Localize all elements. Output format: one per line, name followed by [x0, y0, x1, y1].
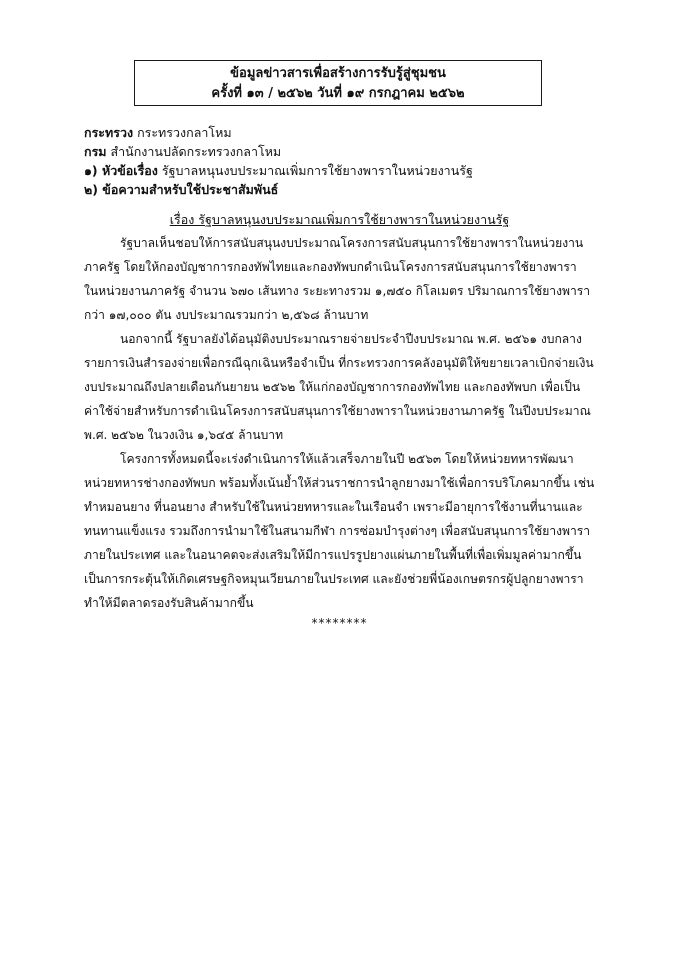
- body-line: พ.ศ. ๒๕๖๒ ในวงเงิน ๑,๖๔๕ ล้านบาท: [84, 428, 284, 442]
- issue-date-line: ครั้งที่ ๑๓ / ๒๕๖๒ วันที่ ๑๙ กรกฎาคม ๒๕๖๒: [211, 86, 465, 101]
- body-line: รัฐบาลเห็นชอบให้การสนับสนุนงบประมาณโครงการสนับสนุนการใช้ยางพาราในหน่วยงาน: [120, 236, 584, 250]
- topic-value: รัฐบาลหนุนงบประมาณเพิ่มการใช้ยางพาราในหน่วยงานรัฐ: [161, 163, 473, 178]
- body-line: งบประมาณถึงปลายเดือนกันยายน ๒๕๖๒ ให้แก่กองบัญชาการกองทัพไทย และกองทัพบก เพื่อเป็น: [84, 380, 581, 394]
- ministry-line: [84, 124, 232, 142]
- body-line: หน่วยทหารช่างกองทัพบก พร้อมทั้งเน้นย้ำให้ส่วนราชการนำลูกยางมาใช้เพื่อการบริโภคมากขึ้น เช่น: [84, 476, 594, 490]
- body-line: ทำให้มีตลาดรองรับสินค้ามากขึ้น: [84, 596, 254, 610]
- body-line: ในหน่วยงานภาครัฐ จำนวน ๖๗๐ เส้นทาง ระยะทางรวม ๑,๗๕๐ กิโลเมตร ปริมาณการใช้ยางพารา: [84, 284, 591, 298]
- pr-heading-line: [84, 181, 278, 199]
- department-line: [84, 143, 281, 161]
- pr-label: ๒) ข้อความสำหรับใช้ประชาสัมพันธ์: [84, 182, 279, 197]
- body-line: ทำหมอนยาง ที่นอนยาง สำหรับใช้ในหน่วยทหารและในเรือนจำ เพราะมีอายุการใช้งานที่นานและ: [84, 500, 583, 514]
- body-line: รายการเงินสำรองจ่ายเพื่อกรณีฉุกเฉินหรือจำเป็น ที่กระทรวงการคลังอนุมัติให้ขยายเวลาเบิกจ่ายเงิน: [84, 356, 594, 370]
- subject-heading: เรื่อง รัฐบาลหนุนงบประมาณเพิ่มการใช้ยางพาราในหน่วยงานรัฐ: [169, 212, 510, 227]
- department-label: กรม: [84, 144, 107, 159]
- ministry-value: กระทรวงกลาโหม: [137, 125, 232, 140]
- document-title: ข้อมูลข่าวสารเพื่อสร้างการรับรู้สู่ชุมชน: [230, 66, 446, 81]
- closing-asterisks: ********: [311, 616, 368, 630]
- body-line: กว่า ๑๗,๐๐๐ ตัน งบประมาณรวมกว่า ๒,๕๖๘ ล้านบาท: [84, 308, 369, 322]
- department-value: สำนักงานปลัดกระทรวงกลาโหม: [110, 144, 282, 159]
- body-line: ภาครัฐ โดยให้กองบัญชาการกองทัพไทยและกองทัพบกดำเนินโครงการสนับสนุนการใช้ยางพารา: [84, 260, 577, 274]
- body-line: นอกจากนี้ รัฐบาลยังได้อนุมัติงบประมาณรายจ่ายประจำปีงบประมาณ พ.ศ. ๒๕๖๑ งบกลาง: [120, 332, 582, 346]
- topic-line: [84, 162, 473, 180]
- body-line: เป็นการกระตุ้นให้เกิดเศรษฐกิจหมุนเวียนภายในประเทศ และยังช่วยพี่น้องเกษตรกรผู้ปลูกยางพารา: [84, 572, 584, 586]
- title-box: [134, 60, 542, 106]
- body-line: ภายในประเทศ และในอนาคตจะส่งเสริมให้มีการแปรรูปยางแผ่นภายในพื้นที่เพื่อเพิ่มมูลค่ามากขึ้น: [84, 548, 582, 562]
- ministry-label: กระทรวง: [84, 125, 134, 140]
- body-line: โครงการทั้งหมดนี้จะเร่งดำเนินการให้แล้วเสร็จภายในปี ๒๕๖๓ โดยให้หน่วยทหารพัฒนา: [120, 452, 574, 466]
- body-line: ค่าใช้จ่ายสำหรับการดำเนินโครงการสนับสนุนการใช้ยางพาราในหน่วยงานภาครัฐ ในปีงบประมาณ: [84, 404, 591, 418]
- topic-label: ๑) หัวข้อเรื่อง: [84, 163, 158, 178]
- body-line: ทนทานแข็งแรง รวมถึงการนำมาใช้ในสนามกีฬา การซ่อมบำรุงต่างๆ เพื่อสนับสนุนการใช้ยางพารา: [84, 524, 591, 538]
